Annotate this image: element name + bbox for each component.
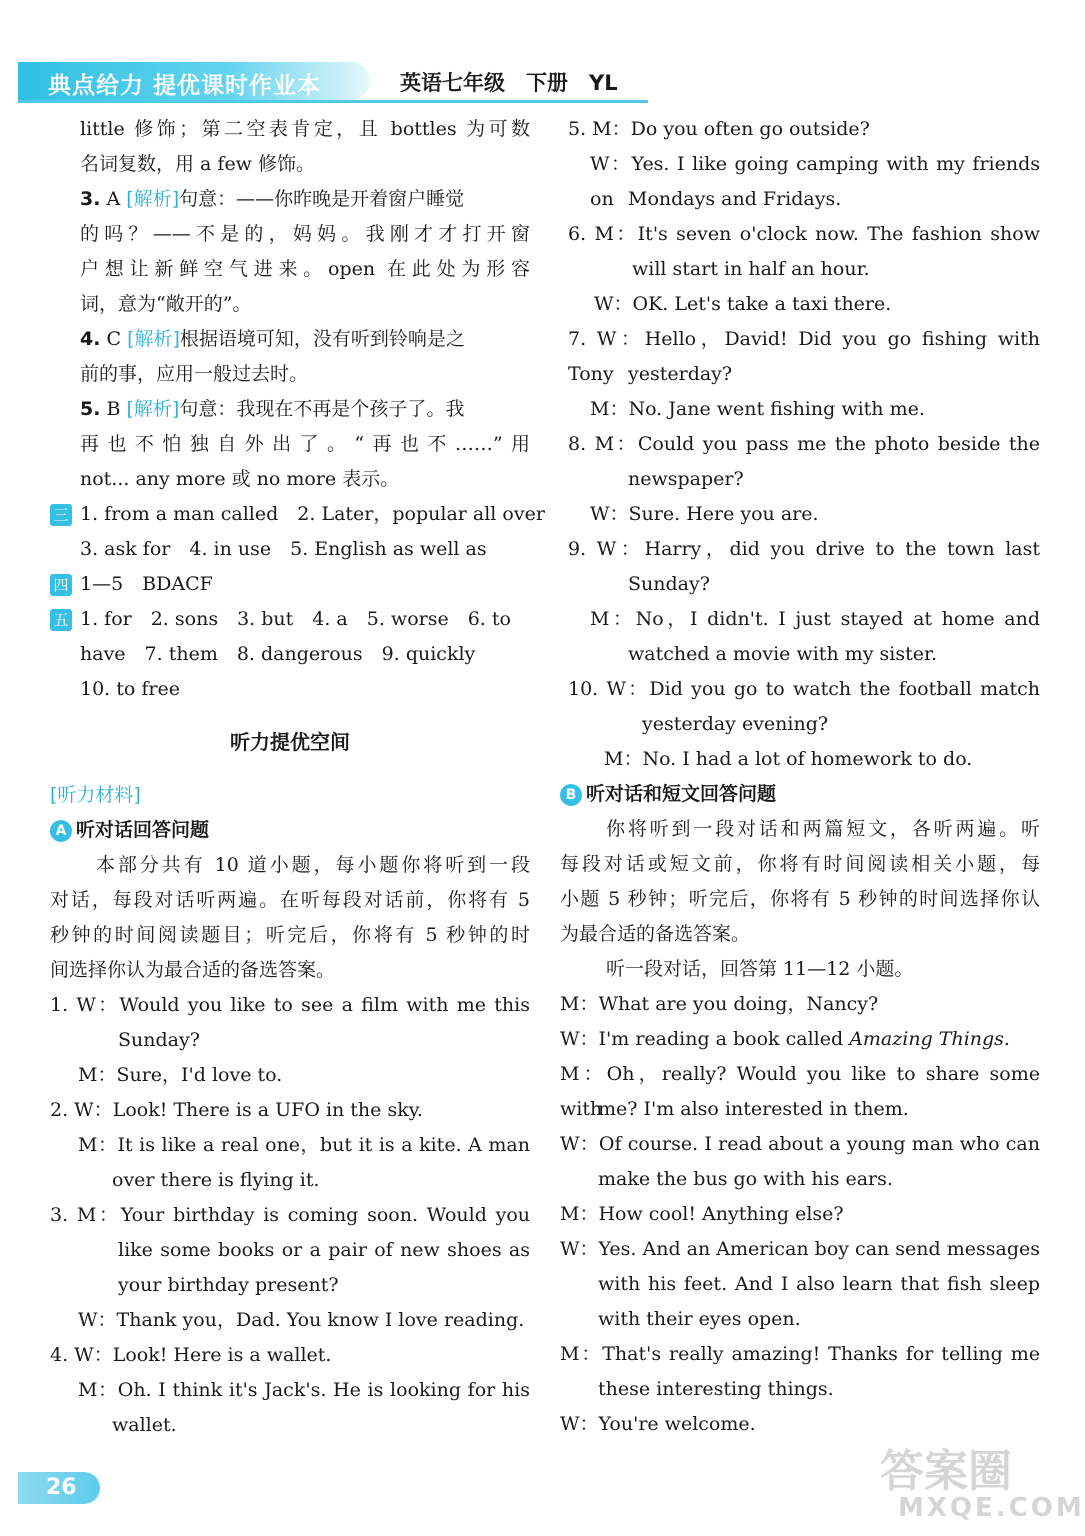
section-badge: 五 [50,609,72,631]
text-line: 再也不怕独自外出了。“再也不……”用 [80,433,530,455]
dialogue-line: M：How cool! Anything else? [560,1203,844,1225]
text-line: have 7. them 8. dangerous 9. quickly [80,643,476,665]
dialogue-line: your birthday present? [118,1274,339,1296]
section-three-line1 [50,497,545,532]
dialogue-line: 7. W：Hello，David! Did you go fishing with Tony [568,328,1040,385]
header-rule [18,100,648,103]
analysis-text: 句意：——你昨晚是开着窗户睡觉 [179,188,465,210]
dialogue-line: 2. W：Look! There is a UFO in the sky. [50,1099,423,1121]
dialogue-line: watched a movie with my sister. [628,643,938,665]
text-line: 对话，每段对话听两遍。在听每段对话前，你将有 5 [50,889,530,911]
watermark-top: 答案圈 [880,1446,1012,1497]
dialogue-line: Sunday? [118,1029,200,1051]
section-badge: 三 [50,504,72,526]
text-line: 为最合适的备选答案。 [560,923,751,945]
dialogue-line [560,1022,1040,1057]
dialogue-line: M：It is like a real one，but it is a kite. A man [78,1134,530,1156]
dialogue-line: with their eyes open. [598,1308,801,1330]
part-a-title-line [50,813,530,848]
dialogue-line: these interesting things. [598,1378,834,1400]
dialogue-line: M：No. I had a lot of homework to do. [604,748,973,770]
section-title: 听力提优空间 [230,730,350,754]
dialogue-line: M：Oh. I think it's Jack's. He is looking for his [78,1379,530,1401]
question-number: 4. [80,328,101,350]
dialogue-text: W：I'm reading a book called [560,1028,850,1050]
watermark-logo [870,1435,1085,1530]
page-header [18,62,648,100]
answer-q4 [50,322,530,357]
answer-letter: C [106,328,122,350]
dialogue-line: M：Oh，really? Would you like to share some with [560,1063,1040,1120]
dialogue-line: 10. W：Did you go to watch the football match [568,678,1040,700]
dialogue-line: W：Sure. Here you are. [590,503,819,525]
dialogue-text: . [1003,1028,1010,1050]
page-number: 26 [18,1472,100,1504]
text-line: 的吗？——不是的，妈妈。我刚才才打开窗 [80,223,530,245]
text-line: 词，意为“敞开的”。 [80,293,252,315]
text-line: 前的事，应用一般过去时。 [80,363,309,385]
dialogue-line: 3. M：Your birthday is coming soon. Would you [50,1204,530,1226]
brand-band [18,62,370,100]
dialogue-line: with his feet. And I also learn that fish sleep [598,1273,1040,1295]
dialogue-line: M：No，I didn't. I just stayed at home and [590,608,1040,630]
answer-letter: A [106,188,121,210]
analysis-text: 根据语境可知，没有听到铃响是之 [179,328,465,350]
part-b-title: 听对话和短文回答问题 [586,783,777,805]
text-line: 间选择你认为最合适的备选答案。 [50,959,336,981]
right-column [560,112,1040,1442]
dialogue-line: W：OK. Let's take a taxi there. [594,293,892,315]
dialogue-line: M：No. Jane went fishing with me. [590,398,925,420]
dialogue-line: M：That's really amazing! Thanks for telling me [560,1343,1040,1365]
answer-text: 1. from a man called 2. Later，popular all over [80,503,545,525]
dialogue-line: 9. W：Harry，did you drive to the town last [568,538,1040,560]
dialogue-line: W：Thank you，Dad. You know I love reading. [78,1309,525,1331]
text-line: 本部分共有 10 道小题，每小题你将听到一段 [96,854,530,876]
part-a-title: 听对话回答问题 [76,819,210,841]
text-line: 每段对话或短文前，你将有时间阅读相关小题，每 [560,853,1040,875]
book-subtitle: 英语七年级 下册 YL [400,71,618,95]
text-line: 名词复数，用 a few 修饰。 [80,153,315,175]
left-column [50,112,545,1443]
dialogue-line: 6. M：It's seven o'clock now. The fashion show [568,223,1040,245]
dialogue-line: me? I'm also interested in them. [598,1098,909,1120]
answer-text: 1—5 BDACF [80,573,213,595]
material-label: [听力材料] [50,784,141,806]
dialogue-line: newspaper? [628,468,744,490]
dialogue-line: 5. M：Do you often go outside? [568,118,870,140]
dialogue-line: 4. W：Look! Here is a wallet. [50,1344,332,1366]
dialogue-line: W：Of course. I read about a young man who can [560,1133,1040,1155]
book-title: Amazing Things [849,1028,1004,1050]
text-line: 秒钟的时间阅读题目；听完后，你将有 5 秒钟的时 [50,924,530,946]
dialogue-line: Sunday? [628,573,710,595]
question-number: 5. [80,398,101,420]
dialogue-line: W：You're welcome. [560,1413,756,1435]
dialogue-line: make the bus go with his ears. [598,1168,893,1190]
dialogue-line: will start in half an hour. [632,258,870,280]
question-number: 3. [80,188,101,210]
dialogue-line: 8. M：Could you pass me the photo beside the [568,433,1040,455]
dialogue-line: yesterday? [628,363,733,385]
text-line: 你将听到一段对话和两篇短文，各听两遍。听 [606,818,1040,840]
watermark-bottom: MXQE.COM [898,1493,1085,1523]
section-four-line [50,567,530,602]
part-a-badge: A [50,820,72,842]
dialogue-line: yesterday evening? [642,713,829,735]
dialogue-line: like some books or a pair of new shoes as [118,1239,530,1261]
text-line: 10. to free [80,678,180,700]
answer-q3 [50,182,530,217]
dialogue-line: M：Sure，I'd love to. [78,1064,283,1086]
answer-q5 [50,392,530,427]
analysis-tag: [解析] [127,328,180,350]
text-line: not... any more 或 no more 表示。 [80,468,400,490]
part-b-badge: B [560,784,582,806]
brand-title: 典点给力 提优课时作业本 [48,73,322,99]
dialogue-line: M：What are you doing，Nancy? [560,993,879,1015]
text-line: 户想让新鲜空气进来。open 在此处为形容 [80,258,530,280]
section-badge: 四 [50,574,72,596]
text-line: 小题 5 秒钟；听完后，你将有 5 秒钟的时间选择你认 [560,888,1040,910]
text-line: 3. ask for 4. in use 5. English as well as [80,538,487,560]
dialogue-line: Mondays and Fridays. [628,188,842,210]
analysis-tag: [解析] [126,188,180,210]
answer-text: 1. for 2. sons 3. but 4. a 5. worse 6. to [80,608,511,630]
dialogue-line: 1. W：Would you like to see a film with me this [50,994,530,1016]
dialogue-line: wallet. [112,1414,177,1436]
dialogue-line: over there is flying it. [112,1169,320,1191]
section-five-line1 [50,602,530,637]
analysis-tag: [解析] [126,398,180,420]
dialogue-line: W：Yes. And an American boy can send messages [560,1238,1040,1260]
text-line: little 修饰；第二空表肯定，且 bottles 为可数 [80,118,530,140]
analysis-text: 句意：我现在不再是个孩子了。我 [179,398,465,420]
text-line: 听一段对话，回答第 11—12 小题。 [606,958,914,980]
answer-letter: B [106,398,121,420]
dialogue-line: W：Yes. I like going camping with my friends on [590,153,1040,210]
part-b-title-line [560,777,1040,812]
